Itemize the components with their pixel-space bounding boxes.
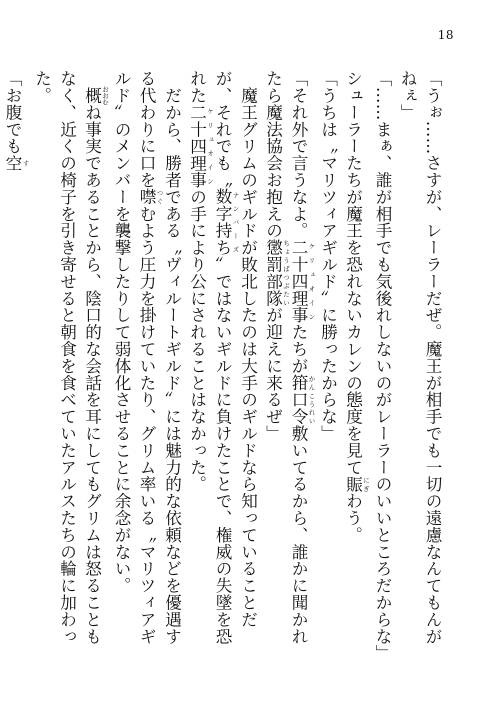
paragraph bbox=[370, 70, 395, 660]
vertical-text-body bbox=[3, 70, 445, 662]
ruby-base: 箝口令 bbox=[289, 374, 308, 425]
text-run: わう。 bbox=[343, 492, 363, 544]
text-run: シューラーたちが魔王を恐れないカレンの態度を見て bbox=[343, 70, 363, 476]
ruby-word bbox=[3, 154, 30, 172]
ruby-word bbox=[263, 239, 290, 307]
text-run: 魔王グリムのギルドが敗北したのは大手のギルドなら知っていることだが、それでも〝 bbox=[213, 70, 258, 628]
ruby-word bbox=[187, 103, 214, 189]
ruby-reading: ナンバーズ bbox=[231, 188, 240, 256]
paragraph bbox=[316, 70, 341, 660]
page-number: 18 bbox=[437, 28, 454, 42]
paragraph bbox=[341, 70, 371, 660]
text-run: 「うぉ……さすが、レーラーだぜ。魔王が相手でも一切の遠慮なんてもんがねぇ」 bbox=[398, 70, 442, 645]
text-run bbox=[83, 70, 102, 87]
ruby-word bbox=[213, 188, 240, 256]
text-run: たちが bbox=[289, 323, 308, 375]
ruby-word bbox=[289, 239, 316, 324]
ruby-reading: す bbox=[21, 154, 30, 172]
paragraph bbox=[261, 70, 316, 660]
ruby-word bbox=[137, 188, 164, 206]
ruby-reading: かんこうれい bbox=[307, 374, 316, 425]
text-run: の手により公にされることはなかった。 bbox=[187, 188, 207, 493]
ruby-word bbox=[289, 374, 316, 425]
text-run: 「それ外で言うなよ。 bbox=[289, 70, 308, 239]
ruby-base: 二十四理事 bbox=[187, 103, 207, 189]
ruby-reading: おおむ bbox=[101, 85, 109, 106]
text-run: ね事実であることから、陰口的な会話を耳にしてもグリムは怒ることもなく、近くの椅子を引き寄せると朝食を食べていたアルスたちの輪に加わった。 bbox=[32, 70, 102, 645]
ruby-base: 数字持ち bbox=[213, 188, 232, 256]
ruby-reading: ケリュオイン bbox=[307, 239, 316, 324]
ruby-base: 噤 bbox=[137, 188, 156, 206]
ruby-base: 懲罰部隊 bbox=[263, 239, 283, 307]
paragraph bbox=[30, 70, 110, 660]
ruby-base: 賑 bbox=[343, 475, 363, 493]
text-run: 〟ではないギルドに負けたことで、権威の失墜を恐れた bbox=[187, 70, 232, 645]
ruby-base: 空 bbox=[3, 154, 22, 172]
ruby-word bbox=[82, 85, 109, 106]
text-run: 敷いてるから、誰かに聞かれたら魔法協会お抱えの bbox=[263, 70, 308, 645]
text-run: 「うちは〝マリツィアギルド〟に勝ったからな」 bbox=[318, 70, 338, 442]
text-run: が迎えに来るぜ」 bbox=[263, 306, 283, 442]
paragraph bbox=[109, 70, 185, 660]
text-run: 「……まぁ、誰が相手でも気後れしないのがレーラーのいいところだからな」 bbox=[373, 70, 392, 662]
text-run: だから、勝者である〝ヴィルートギルド〟には魅力的な依頼などを優遇する代わりに口を bbox=[137, 70, 182, 645]
ruby-base: 概 bbox=[82, 85, 102, 106]
paragraph bbox=[395, 70, 445, 660]
ruby-reading: ケリュオイン bbox=[206, 103, 214, 189]
ruby-reading: つぐ bbox=[155, 188, 164, 206]
ruby-base: 二十四理事 bbox=[289, 239, 308, 324]
ruby-reading: にぎ bbox=[362, 475, 370, 493]
text-run: 「お腹でも bbox=[3, 70, 22, 155]
paragraph bbox=[0, 70, 30, 660]
ruby-word bbox=[343, 475, 370, 493]
paragraph bbox=[185, 70, 261, 660]
text-run: むよう圧力を掛けていたり、グリム率いる〝マリツィアギルド〟のメンバーを襲撃したりして弱体化させることに余念がない。 bbox=[112, 70, 156, 645]
ruby-reading: ちょうばつぶたい bbox=[282, 239, 290, 307]
